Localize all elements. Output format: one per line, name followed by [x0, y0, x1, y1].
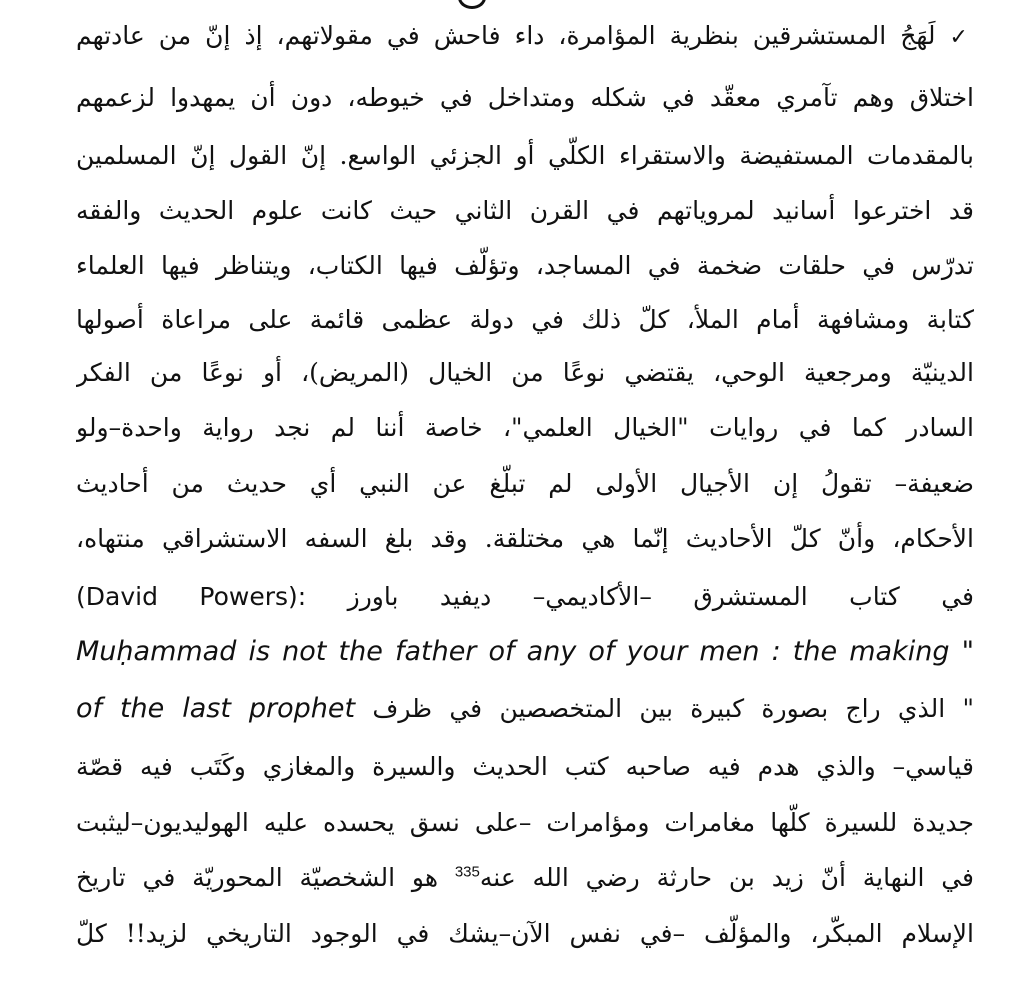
line-text: تدرّس في حلقات ضخمة في المساجد، وتؤلّف فيها الكتاب، ويتناظر فيها العلماء [76, 251, 974, 280]
line-text: السادر كما في روايات "الخيال العلمي"، خاصة أننا لم نجد رواية واحدة–ولو [76, 413, 974, 442]
book-title-part-2: of the last prophet [76, 693, 356, 724]
line-text-arabic: " الذي راج بصورة كبيرة بين المتخصصين في ظرف [372, 694, 974, 723]
text-line-11 [76, 569, 974, 625]
text-line-5 [76, 238, 974, 294]
line-text: قد اخترعوا أسانيد لمروياتهم في القرن الثاني حيث كانت علوم الحديث والفقه [76, 196, 974, 225]
author-name-latin: (David Powers): [76, 582, 307, 611]
text-line-15 [76, 795, 974, 851]
text-line-2 [76, 70, 974, 126]
line-text: الإسلام المبكّر، والمؤلّف –في نفس الآن–يشك في الوجود التاريخي لزيد!! كلّ [76, 919, 974, 948]
text-line-4 [76, 183, 974, 239]
checkmark-icon: ✓ [949, 25, 974, 50]
text-line-10 [76, 511, 974, 567]
line-text: جديدة للسيرة كلّها مغامرات ومؤامرات –على نسق يحسده عليه الهوليديون–ليثبت [76, 808, 974, 837]
book-title-part-1: Muḥammad is not the father of any of your men : the making " [76, 636, 974, 667]
text-line-9 [76, 456, 974, 512]
text-line-14 [76, 739, 974, 795]
line-text: الدينيّة ومرجعية الوحي، يقتضي نوعًا من الخيال (المريض)، أو نوعًا من الفكر [76, 358, 974, 387]
text-line-8 [76, 400, 974, 456]
line-text-arabic: في كتاب المستشرق –الأكاديمي– ديفيد باورز [347, 582, 974, 611]
line-text: قياسي– والذي هدم فيه صاحبه كتب الحديث والسيرة والمغازي وكَتَب فيه قصّة [76, 752, 974, 781]
text-line-3 [76, 128, 974, 184]
line-text: اختلاق وهم تآمري معقّد في شكله ومتداخل في خيوطه، دون أن يمهدوا لزعمهم [76, 83, 974, 112]
line-text-a: في النهاية أنّ زيد بن حارثة رضي الله عنه [479, 863, 974, 892]
text-line-6 [76, 292, 974, 348]
line-text-b: هو الشخصيّة المحوريّة في تاريخ [76, 863, 455, 892]
line-text: لَهَجُ المستشرقين بنظرية المؤامرة، داء فاحش في مقولاتهم، إذ إنّ من عادتهم [76, 21, 936, 50]
text-line-13 [76, 681, 974, 737]
text-line-12-book-title [76, 624, 974, 680]
line-text: الأحكام، وأنّ كلّ الأحاديث إنّما هي مختلقة. وقد بلغ السفه الاستشراقي منتهاه، [76, 524, 974, 553]
line-text: بالمقدمات المستفيضة والاستقراء الكلّي أو الجزئي الواسع. إنّ القول إنّ المسلمين [76, 141, 974, 170]
line-text: ضعيفة– تقولُ إن الأجيال الأولى لم تبلّغ عن النبي أي حديث من أحاديث [76, 469, 974, 498]
text-line-16 [76, 850, 974, 906]
text-line-17 [76, 906, 974, 962]
footnote-reference[interactable]: 335 [454, 863, 480, 881]
line-text: كتابة ومشافهة أمام الملأ، كلّ ذلك في دولة عظمى قائمة على مراعاة أصولها [76, 305, 974, 334]
text-line-7 [76, 345, 974, 401]
text-line-1 [76, 8, 974, 64]
